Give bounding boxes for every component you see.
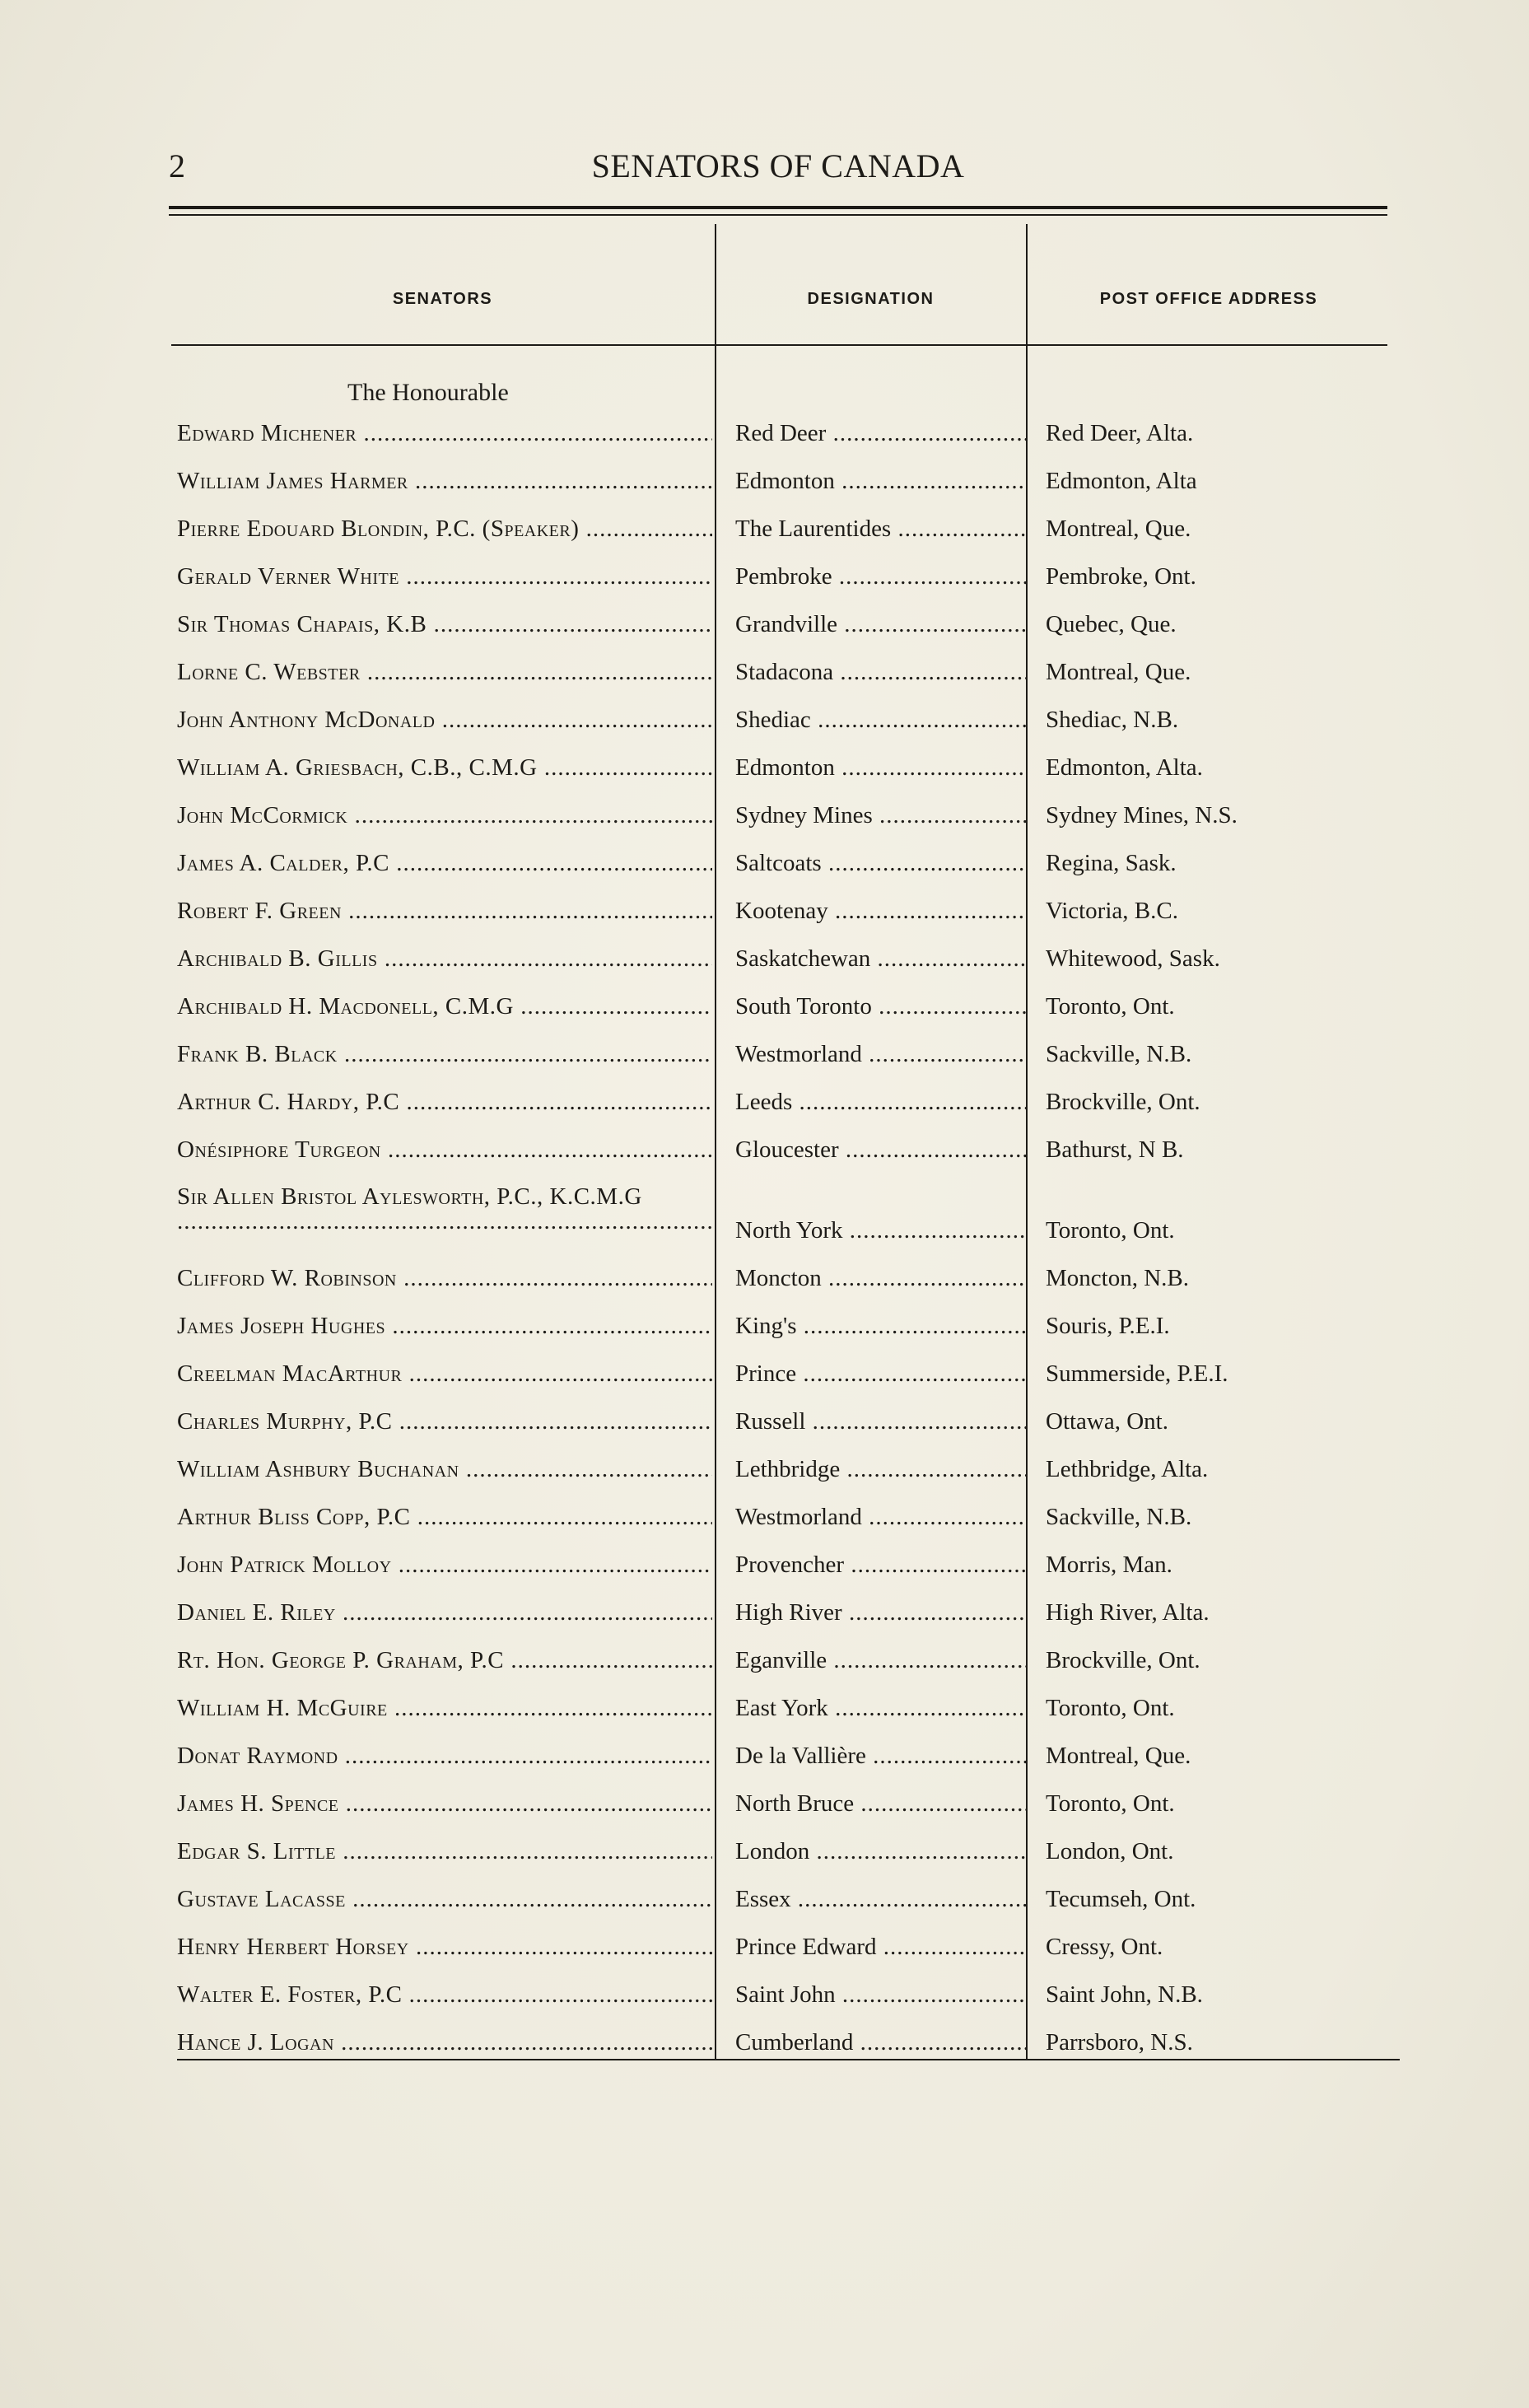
senator-designation: Russell ..... [735, 1408, 1028, 1456]
senator-name: Pierre Edouard Blondin, P.C. (Speaker) ..... [177, 516, 712, 563]
senator-designation: Kootenay ..... [735, 898, 1028, 945]
table-row [0, 802, 1529, 850]
senator-designation: North Bruce ..... [735, 1790, 1028, 1838]
senator-designation: East York ..... [735, 1695, 1028, 1743]
senator-designation: Westmorland ..... [735, 1504, 1028, 1552]
senator-address: Cressy, Ont. [1046, 1934, 1163, 1960]
table-row [0, 1265, 1529, 1313]
table-row [0, 1981, 1529, 2029]
senator-address: Toronto, Ont. [1046, 1217, 1175, 1244]
senator-address: Montreal, Que. [1046, 516, 1191, 542]
senator-address: Regina, Sask. [1046, 850, 1177, 876]
table-row [0, 1504, 1529, 1552]
table-row [0, 1599, 1529, 1647]
senator-name: Hance J. Logan ..... [177, 2029, 712, 2077]
senator-designation: Eganville ..... [735, 1647, 1028, 1695]
senator-designation: High River ..... [735, 1599, 1028, 1647]
senator-designation: Saltcoats ..... [735, 850, 1028, 898]
senator-address: Montreal, Que. [1046, 659, 1191, 685]
honourable-label: The Honourable [347, 379, 509, 406]
senator-address: Lethbridge, Alta. [1046, 1456, 1209, 1482]
senator-name: Frank B. Black ..... [177, 1041, 712, 1089]
column-header-rule-3 [1028, 344, 1387, 346]
senator-address: Brockville, Ont. [1046, 1647, 1200, 1673]
senator-address: Red Deer, Alta. [1046, 420, 1194, 446]
table-row [0, 420, 1529, 468]
senator-address: Moncton, N.B. [1046, 1265, 1189, 1291]
table-row [0, 1647, 1529, 1695]
table-row [0, 1456, 1529, 1504]
header-rule-thick [169, 206, 1387, 209]
senator-name: Arthur Bliss Copp, P.C ..... [177, 1504, 712, 1552]
senator-address: Shediac, N.B. [1046, 707, 1179, 733]
senator-address: Whitewood, Sask. [1046, 945, 1220, 972]
senator-designation: Pembroke ..... [735, 563, 1028, 611]
senator-name: John Anthony McDonald ..... [177, 707, 712, 754]
senator-name: Clifford W. Robinson ..... [177, 1265, 712, 1313]
senator-designation: Essex ..... [735, 1886, 1028, 1934]
senator-designation: Saint John ..... [735, 1981, 1028, 2029]
senator-designation: Saskatchewan ..... [735, 945, 1028, 993]
table-row [0, 993, 1529, 1041]
senator-designation: Prince ..... [735, 1360, 1028, 1408]
senator-name: William A. Griesbach, C.B., C.M.G ..... [177, 754, 712, 802]
senator-name: Edward Michener ..... [177, 420, 712, 468]
table-row [0, 945, 1529, 993]
table-row [0, 1552, 1529, 1599]
senator-designation: Moncton ..... [735, 1265, 1028, 1313]
senator-designation: The Laurentides ..... [735, 516, 1028, 563]
senator-name: Charles Murphy, P.C ..... [177, 1408, 712, 1456]
senator-name: Archibald H. Macdonell, C.M.G ..... [177, 993, 712, 1041]
senator-address: Pembroke, Ont. [1046, 563, 1196, 590]
senator-address: Toronto, Ont. [1046, 993, 1175, 1020]
column-header-rule-1 [171, 344, 715, 346]
table-row [0, 516, 1529, 563]
senator-address: Edmonton, Alta. [1046, 754, 1203, 781]
table-row [0, 563, 1529, 611]
senator-address: Edmonton, Alta [1046, 468, 1197, 494]
senator-address: Saint John, N.B. [1046, 1981, 1203, 2008]
senator-designation: King's ..... [735, 1313, 1028, 1360]
senator-name: Henry Herbert Horsey ..... [177, 1934, 712, 1981]
senator-designation: Prince Edward ..... [735, 1934, 1028, 1981]
senator-name: William H. McGuire ..... [177, 1695, 712, 1743]
header-rule-thin [169, 214, 1387, 216]
senator-designation: Edmonton ..... [735, 468, 1028, 516]
senator-name: Walter E. Foster, P.C ..... [177, 1981, 712, 2029]
senator-address: Tecumseh, Ont. [1046, 1886, 1196, 1912]
table-row [0, 1886, 1529, 1934]
senator-address: Summerside, P.E.I. [1046, 1360, 1228, 1387]
footer-rule [177, 2059, 1400, 2060]
senator-name: Robert F. Green ..... [177, 898, 712, 945]
table-row [0, 611, 1529, 659]
senator-designation: Provencher ..... [735, 1552, 1028, 1599]
senator-name: James Joseph Hughes ..... [177, 1313, 712, 1360]
column-header-designation: DESIGNATION [807, 290, 935, 308]
senator-name: William James Harmer ..... [177, 468, 712, 516]
page-title: SENATORS OF CANADA [591, 147, 965, 184]
senator-address: Morris, Man. [1046, 1552, 1172, 1578]
table-row [0, 1313, 1529, 1360]
table-row [0, 707, 1529, 754]
senator-address: Toronto, Ont. [1046, 1790, 1175, 1817]
senator-designation: Shediac ..... [735, 707, 1028, 754]
table-row [0, 1743, 1529, 1790]
senator-designation: Red Deer ..... [735, 420, 1028, 468]
senator-address: Ottawa, Ont. [1046, 1408, 1168, 1435]
senator-designation: Lethbridge ..... [735, 1456, 1028, 1504]
senator-name: John McCormick ..... [177, 802, 712, 850]
column-header-senators: SENATORS [392, 290, 493, 308]
senator-designation: London ..... [735, 1838, 1028, 1886]
table-row [0, 754, 1529, 802]
senator-name: Onésiphore Turgeon ..... [177, 1136, 712, 1184]
senator-name: James A. Calder, P.C ..... [177, 850, 712, 898]
column-header-address: POST OFFICE ADDRESS [1099, 290, 1318, 308]
column-header-rule-2 [716, 344, 1026, 346]
senator-designation: De la Vallière ..... [735, 1743, 1028, 1790]
senator-address: Brockville, Ont. [1046, 1089, 1200, 1115]
senator-designation: Edmonton ..... [735, 754, 1028, 802]
table-row [0, 1790, 1529, 1838]
senator-name: Gerald Verner White ..... [177, 563, 712, 611]
table-row [0, 1408, 1529, 1456]
senator-name: Archibald B. Gillis ..... [177, 945, 712, 993]
table-row [0, 468, 1529, 516]
senator-address: London, Ont. [1046, 1838, 1174, 1864]
senator-designation: Stadacona ..... [735, 659, 1028, 707]
table-row [0, 659, 1529, 707]
senator-designation: Westmorland ..... [735, 1041, 1028, 1089]
senator-name: Creelman MacArthur ..... [177, 1360, 712, 1408]
senator-name: Sir Allen Bristol Aylesworth, P.C., K.C.M.G ..... [177, 1184, 712, 1265]
senator-name: Daniel E. Riley ..... [177, 1599, 712, 1647]
table-row [0, 1695, 1529, 1743]
table-row [0, 1838, 1529, 1886]
senator-address: Bathurst, N B. [1046, 1136, 1184, 1163]
senator-address: Toronto, Ont. [1046, 1695, 1175, 1721]
table-row [0, 1360, 1529, 1408]
senator-name: Edgar S. Little ..... [177, 1838, 712, 1886]
senator-designation: Leeds ..... [735, 1089, 1028, 1136]
table-row [0, 1089, 1529, 1136]
senator-address: Sackville, N.B. [1046, 1041, 1192, 1067]
table-row [0, 1184, 1529, 1265]
senator-address: Montreal, Que. [1046, 1743, 1191, 1769]
table-row [0, 850, 1529, 898]
senator-address: Sydney Mines, N.S. [1046, 802, 1238, 828]
senator-designation: Sydney Mines ..... [735, 802, 1028, 850]
senator-name: Gustave Lacasse ..... [177, 1886, 712, 1934]
senator-address: High River, Alta. [1046, 1599, 1210, 1626]
senator-designation: Cumberland ..... [735, 2029, 1028, 2077]
table-row [0, 1041, 1529, 1089]
senator-address: Parrsboro, N.S. [1046, 2029, 1193, 2056]
senator-address: Sackville, N.B. [1046, 1504, 1192, 1530]
page-number: 2 [169, 147, 185, 184]
senator-name: James H. Spence ..... [177, 1790, 712, 1838]
senator-name: Arthur C. Hardy, P.C ..... [177, 1089, 712, 1136]
senator-name: William Ashbury Buchanan ..... [177, 1456, 712, 1504]
senator-name: Lorne C. Webster ..... [177, 659, 712, 707]
page-header [169, 147, 1387, 196]
senator-designation: Gloucester ..... [735, 1136, 1028, 1184]
senator-designation: South Toronto ..... [735, 993, 1028, 1041]
senator-name: Donat Raymond ..... [177, 1743, 712, 1790]
senator-address: Souris, P.E.I. [1046, 1313, 1170, 1339]
senator-name: John Patrick Molloy ..... [177, 1552, 712, 1599]
table-row [0, 1136, 1529, 1184]
senator-name: Rt. Hon. George P. Graham, P.C ..... [177, 1647, 712, 1695]
senator-address: Quebec, Que. [1046, 611, 1177, 637]
senator-designation: Grandville ..... [735, 611, 1028, 659]
table-row [0, 2029, 1529, 2077]
senator-name: Sir Thomas Chapais, K.B ..... [177, 611, 712, 659]
table-row [0, 898, 1529, 945]
senator-address: Victoria, B.C. [1046, 898, 1178, 924]
senator-designation: North York ..... [735, 1217, 1028, 1265]
table-row [0, 1934, 1529, 1981]
